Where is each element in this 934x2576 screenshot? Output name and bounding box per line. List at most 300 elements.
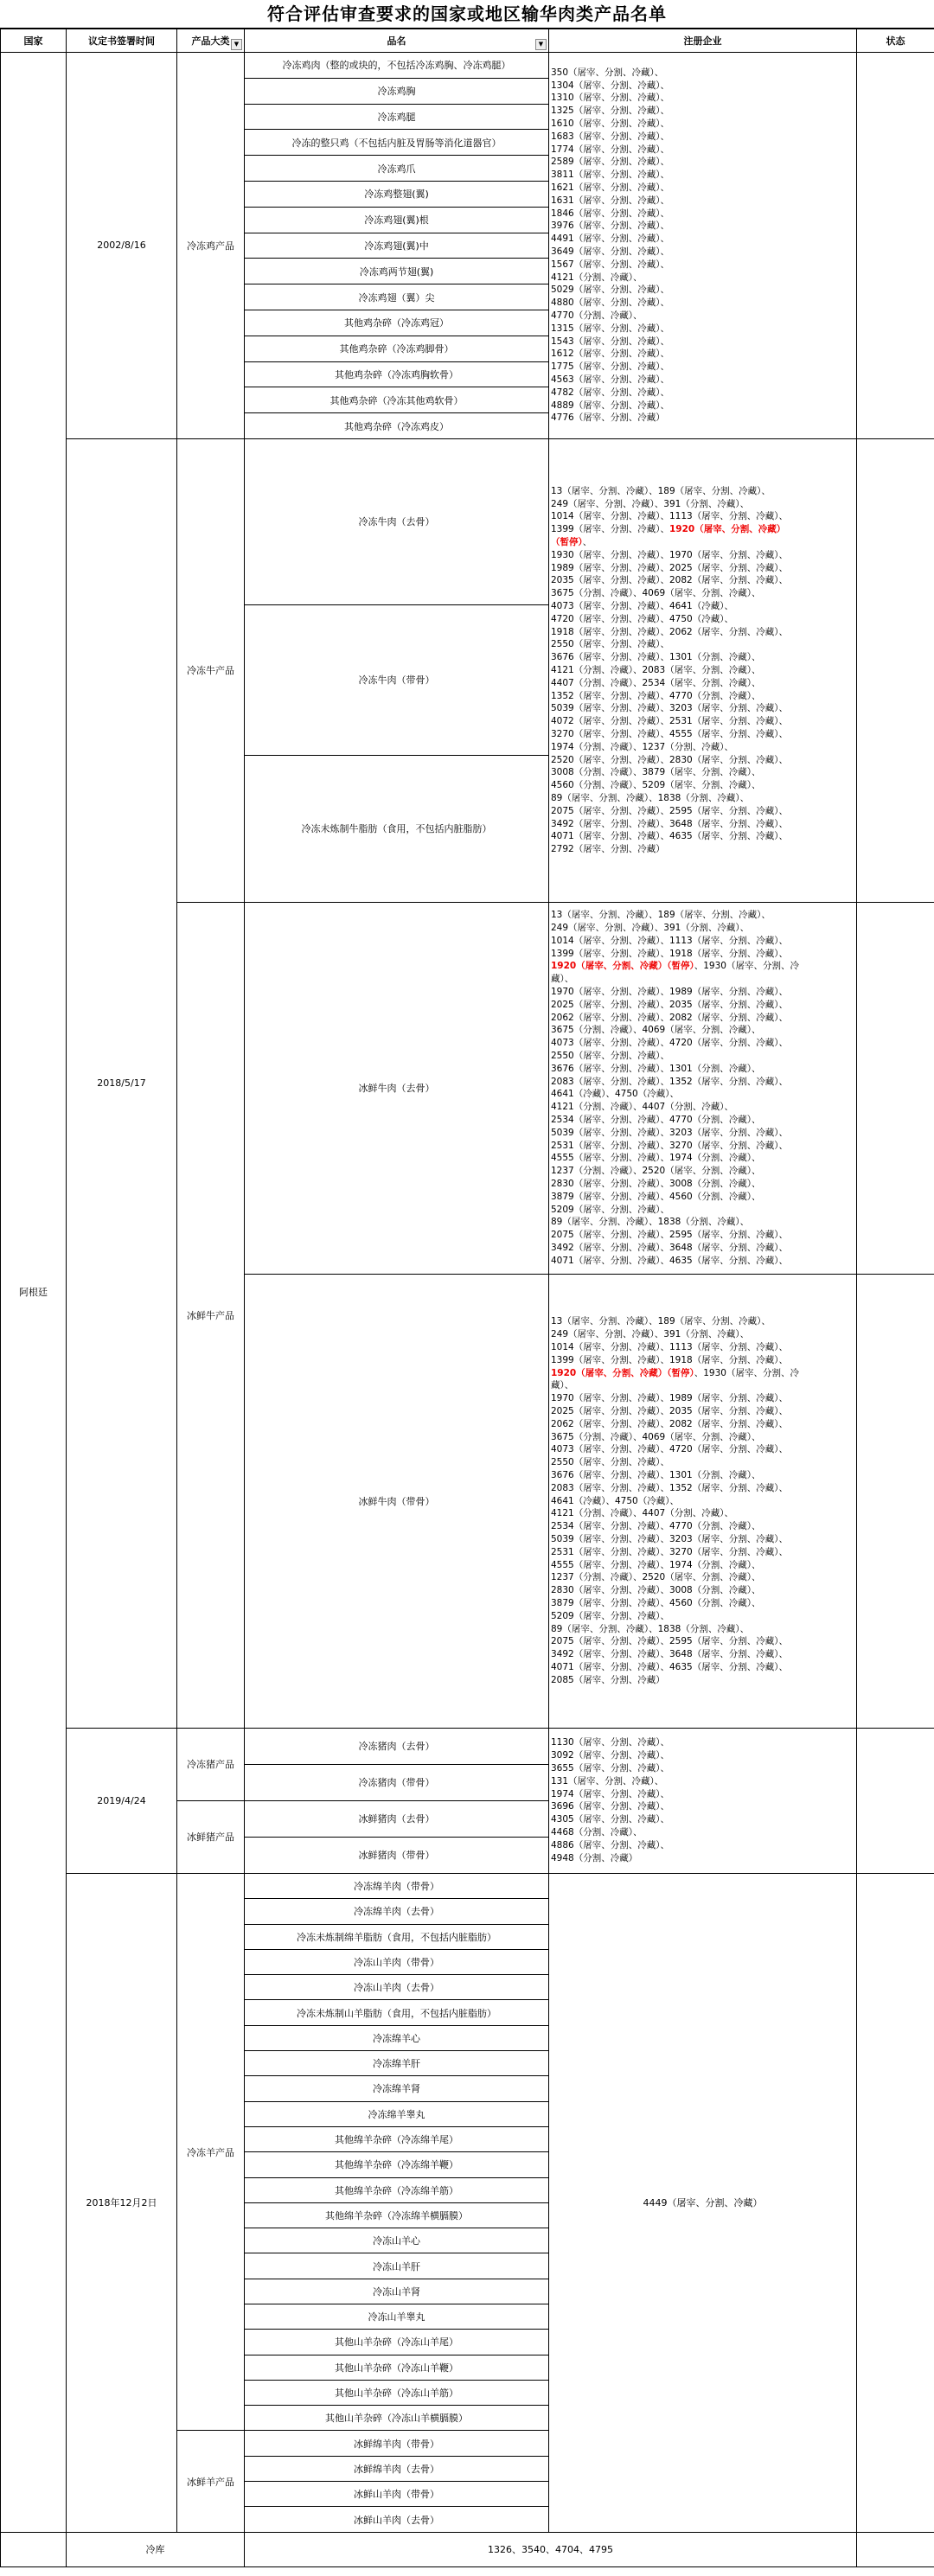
enterprise-line [551,973,854,986]
country-cell: 阿根廷 [1,53,67,2533]
enterprise-line [551,638,854,651]
enterprise-text: 4555（屠宰、分割、冷藏）、1974（分割、冷藏）、 [551,1559,761,1570]
enterprise-text: 3492（屠宰、分割、冷藏）、3648（屠宰、分割、冷藏）、 [551,1649,788,1660]
enterprise-text: 2534（屠宰、分割、冷藏）、4770（分割、冷藏）、 [551,1521,761,1532]
enterprise-line: 1543（屠宰、分割、冷藏）、 [551,336,669,347]
enterprise-line: 3976（屠宰、分割、冷藏）、 [551,221,669,232]
enterprise-line [551,690,854,703]
product-name: 冷冻山羊肝 [245,2253,549,2279]
enterprise-line [551,574,854,587]
enterprise-line [551,1623,854,1636]
enterprise-text: 13（屠宰、分割、冷藏）、189（屠宰、分割、冷藏）、 [551,910,771,921]
enterprise-line: 1315（屠宰、分割、冷藏）、 [551,323,669,334]
enterprise-line [551,613,854,626]
enterprise-line: 1774（屠宰、分割、冷藏）、 [551,144,669,155]
enterprise-line: 4770（分割、冷藏）、 [551,310,643,321]
enterprise-text: 4071（屠宰、分割、冷藏）、4635（屠宰、分割、冷藏）、 [551,1661,788,1672]
product-name: 其他山羊杂碎（冷冻山羊鞭） [245,2355,549,2380]
cold-storage-label: 冷库 [67,2532,245,2566]
category-cell: 冰鲜猪产品 [177,1800,245,1873]
enterprise-line [551,1392,854,1405]
product-name: 冷冻鸡翅(翼)根 [245,207,549,233]
enterprise-line: 4305（屠宰、分割、冷藏）、 [551,1814,669,1825]
enterprise-text: 3879（屠宰、分割、冷藏）、4560（分割、冷藏）、 [551,1191,761,1202]
enterprise-line [551,1456,854,1469]
status-cell [857,2532,934,2566]
enterprise-text: 1970（屠宰、分割、冷藏）、1989（屠宰、分割、冷藏）、 [551,987,788,998]
enterprise-text: 藏）、 [551,1380,574,1391]
enterprise-text: 2075（屠宰、分割、冷藏）、2595（屠宰、分割、冷藏）、 [551,1636,788,1647]
country-blank-cell [1,2532,67,2566]
product-name: 冷冻猪肉（去骨） [245,1728,549,1764]
product-name: 冷冻牛肉（带骨） [245,604,549,755]
enterprise-text: 、 [582,537,592,548]
category-cell: 冷冻牛产品 [177,438,245,902]
enterprise-text: 2025（屠宰、分割、冷藏）、2035（屠宰、分割、冷藏）、 [551,1405,788,1416]
enterprise-line [551,1431,854,1444]
enterprise-cell [549,53,857,439]
product-name: 冷冻绵羊心 [245,2025,549,2050]
enterprise-text: 2830（屠宰、分割、冷藏）、3008（分割、冷藏）、 [551,1179,761,1190]
product-name: 冷冻鸡肉（整的或块的，不包括冷冻鸡胸、冷冻鸡腿） [245,53,549,79]
table-row [1,1873,934,1898]
dropdown-arrow-icon[interactable]: ▼ [535,39,547,50]
enterprise-line [551,986,854,999]
product-name: 冷冻鸡翅（翼）尖 [245,284,549,310]
enterprise-line [551,766,854,779]
enterprise-line [551,1127,854,1140]
enterprise-line [551,1469,854,1482]
enterprise-line: 4491（屠宰、分割、冷藏）、 [551,233,669,245]
enterprise-line [551,1114,854,1127]
enterprise-text: 249（屠宰、分割、冷藏）、391（分割、冷藏）、 [551,498,750,509]
enterprise-line [551,830,854,843]
enterprise-line [551,1088,854,1101]
product-name: 冰鲜牛肉（带骨） [245,1274,549,1728]
enterprise-line: 4948（分割、冷藏） [551,1852,638,1863]
enterprise-line [551,1165,854,1178]
enterprise-text: 2025（屠宰、分割、冷藏）、2035（屠宰、分割、冷藏）、 [551,999,788,1010]
enterprise-line [551,1178,854,1191]
enterprise-text: 5209（屠宰、分割、冷藏）、 [551,1204,669,1215]
enterprise-line: 5029（屠宰、分割、冷藏）、 [551,284,669,296]
enterprise-text: 1970（屠宰、分割、冷藏）、1989（屠宰、分割、冷藏）、 [551,1393,788,1404]
enterprise-text: 4720（屠宰、分割、冷藏）、4750（冷藏）、 [551,613,733,624]
enterprise-line [551,1204,854,1217]
enterprise-line [551,715,854,728]
enterprise-text: 89（屠宰、分割、冷藏）、1838（分割、冷藏）、 [551,1623,750,1634]
product-name: 冰鲜猪肉（去骨） [245,1800,549,1837]
category-cell: 冷冻鸡产品 [177,53,245,439]
enterprise-line [551,1482,854,1495]
product-name: 冷冻鸡胸 [245,78,549,104]
enterprise-line [551,935,854,948]
enterprise-text: 3492（屠宰、分割、冷藏）、3648（屠宰、分割、冷藏）、 [551,818,788,829]
suspended-enterprise: 1920（屠宰、分割、冷藏）（暂停） [551,961,694,972]
enterprise-text: 3675（分割、冷藏）、4069（屠宰、分割、冷藏）、 [551,1025,761,1036]
enterprise-text: 1014（屠宰、分割、冷藏）、1113（屠宰、分割、冷藏）、 [551,935,788,946]
status-cell [857,53,934,439]
enterprise-line [551,1443,854,1456]
enterprise-text: 1014（屠宰、分割、冷藏）、1113（屠宰、分割、冷藏）、 [551,1341,788,1352]
table-row [1,1728,934,1764]
enterprise-text: 249（屠宰、分割、冷藏）、391（分割、冷藏）、 [551,923,750,934]
enterprise-line [551,626,854,639]
enterprise-line [551,1012,854,1025]
suspended-enterprise: 1920（屠宰、分割、冷藏）（暂停） [551,1367,694,1378]
product-name: 冷冻绵羊睾丸 [245,2101,549,2126]
enterprise-cell: 4449（屠宰、分割、冷藏） [549,1873,857,2532]
enterprise-text: 1014（屠宰、分割、冷藏）、1113（屠宰、分割、冷藏）、 [551,511,788,522]
product-name: 冷冻鸡翅(翼)中 [245,233,549,259]
enterprise-line [551,1533,854,1546]
enterprise-line [551,741,854,754]
enterprise-text: 1237（分割、冷藏）、2520（屠宰、分割、冷藏）、 [551,1166,761,1177]
enterprise-line [551,1418,854,1431]
enterprise-line: 1310（屠宰、分割、冷藏）、 [551,93,669,104]
product-name: 其他鸡杂碎（冷冻鸡胸软骨） [245,361,549,387]
enterprise-text: 5039（屠宰、分割、冷藏）、3203（屠宰、分割、冷藏）、 [551,703,788,714]
enterprise-text: 4073（屠宰、分割、冷藏）、4720（屠宰、分割、冷藏）、 [551,1444,788,1455]
enterprise-text: 2083（屠宰、分割、冷藏）、1352（屠宰、分割、冷藏）、 [551,1076,788,1087]
enterprise-line [551,1024,854,1037]
enterprise-line [551,1229,854,1242]
enterprise-text: 4641（冷藏）、4750（冷藏）、 [551,1495,679,1506]
enterprise-line [551,1101,854,1114]
product-name: 其他鸡杂碎（冷冻鸡冠） [245,310,549,336]
category-cell: 冰鲜牛产品 [177,902,245,1728]
enterprise-line [551,1635,854,1648]
enterprise-text: 13（屠宰、分割、冷藏）、189（屠宰、分割、冷藏）、 [551,1316,771,1327]
enterprise-text: 3270（屠宰、分割、冷藏）、4555（屠宰、分割、冷藏）、 [551,729,788,740]
enterprise-text: 3676（屠宰、分割、冷藏）、1301（分割、冷藏）、 [551,1469,761,1480]
enterprise-cell [549,1728,857,1873]
enterprise-text: 、1930（屠宰、分割、冷 [694,1367,799,1378]
enterprise-line [551,651,854,664]
category-cell: 冷冻猪产品 [177,1728,245,1800]
enterprise-line: 350（屠宰、分割、冷藏）、 [551,67,664,78]
enterprise-line [551,1674,854,1687]
enterprise-line [551,562,854,575]
enterprise-line [551,922,854,935]
product-table [0,29,934,2567]
enterprise-text: 4407（分割、冷藏）、2534（屠宰、分割、冷藏）、 [551,677,761,688]
date-cell: 2018/5/17 [67,438,177,1728]
enterprise-text: 1974（分割、冷藏）、1237（分割、冷藏）、 [551,741,733,752]
enterprise-text: 2085（屠宰、分割、冷藏） [551,1674,665,1685]
enterprise-line: 3655（屠宰、分割、冷藏）、 [551,1763,669,1774]
product-name: 冷冻鸡整翅(翼) [245,181,549,207]
product-name: 冷冻绵羊肝 [245,2051,549,2076]
product-name: 冷冻鸡腿 [245,104,549,130]
enterprise-text: 1237（分割、冷藏）、2520（屠宰、分割、冷藏）、 [551,1572,761,1583]
enterprise-line [551,909,854,922]
product-name: 冷冻的整只鸡（不包括内脏及胃肠等消化道器官） [245,130,549,156]
status-cell [857,438,934,902]
enterprise-line [551,510,854,523]
product-name: 冷冻未炼制山羊脂肪（食用，不包括内脏脂肪） [245,2000,549,2025]
product-name: 冰鲜牛肉（去骨） [245,902,549,1274]
enterprise-cell [549,902,857,1274]
header-row [1,29,934,53]
product-name: 其他绵羊杂碎（冷冻绵羊鞭） [245,2152,549,2177]
cold-storage-enterprises: 1326、3540、4704、4795 [245,2532,857,2566]
enterprise-line [551,792,854,805]
table-row [1,2532,934,2566]
enterprise-line [551,498,854,511]
enterprise-text: 4555（屠宰、分割、冷藏）、1974（分割、冷藏）、 [551,1153,761,1164]
header-product[interactable]: 品名 ▼ [245,29,549,53]
table-row [1,438,934,604]
product-name: 冷冻山羊肉（带骨） [245,1949,549,1974]
header-category[interactable]: 产品大类 ▼ [177,29,245,53]
enterprise-text: 4121（分割、冷藏）、4407（分割、冷藏）、 [551,1508,733,1519]
enterprise-line [551,1037,854,1050]
suspended-enterprise: 1920（屠宰、分割、冷藏） [669,524,786,535]
enterprise-line [551,728,854,741]
product-name: 其他鸡杂碎（冷冻其他鸡软骨） [245,387,549,413]
header-enterprise: 注册企业 [549,29,857,53]
enterprise-line [551,779,854,792]
product-name: 冷冻山羊心 [245,2228,549,2253]
enterprise-text: 2062（屠宰、分割、冷藏）、2082（屠宰、分割、冷藏）、 [551,1012,788,1023]
enterprise-line: 1683（屠宰、分割、冷藏）、 [551,131,669,142]
header-date: 议定书签署时间 [67,29,177,53]
enterprise-line: 2589（屠宰、分割、冷藏）、 [551,157,669,168]
enterprise-text: 4641（冷藏）、4750（冷藏）、 [551,1089,679,1100]
enterprise-line [551,1520,854,1533]
enterprise-text: 249（屠宰、分割、冷藏）、391（分割、冷藏）、 [551,1329,750,1340]
product-name: 其他山羊杂碎（冷冻山羊尾） [245,2330,549,2355]
enterprise-line [551,677,854,690]
enterprise-line: 1846（屠宰、分割、冷藏）、 [551,208,669,219]
enterprise-cell [549,438,857,902]
enterprise-text: 2550（屠宰、分割、冷藏）、 [551,1051,669,1062]
product-name: 冷冻绵羊肉（带骨） [245,1873,549,1898]
status-cell [857,902,934,1274]
product-name: 冷冻山羊肾 [245,2279,549,2304]
enterprise-line: 1612（屠宰、分割、冷藏）、 [551,348,669,360]
enterprise-line: 1610（屠宰、分割、冷藏）、 [551,118,669,129]
enterprise-text: 2534（屠宰、分割、冷藏）、4770（分割、冷藏）、 [551,1115,761,1126]
date-cell: 2019/4/24 [67,1728,177,1873]
enterprise-text: 2531（屠宰、分割、冷藏）、3270（屠宰、分割、冷藏）、 [551,1140,788,1151]
suspended-enterprise: （暂停） [551,537,583,548]
enterprise-text: 4121（分割、冷藏）、4407（分割、冷藏）、 [551,1102,733,1113]
header-country: 国家 [1,29,67,53]
enterprise-text: 1399（屠宰、分割、冷藏）、 [551,524,669,535]
product-name: 其他绵羊杂碎（冷冻绵羊筋） [245,2177,549,2202]
product-name: 冰鲜山羊肉（带骨） [245,2482,549,2507]
enterprise-line [551,805,854,818]
enterprise-text: 2550（屠宰、分割、冷藏）、 [551,1457,669,1468]
enterprise-text: 、1930（屠宰、分割、冷 [694,961,799,972]
header-status: 状态 [857,29,934,53]
enterprise-text: 2075（屠宰、分割、冷藏）、2595（屠宰、分割、冷藏）、 [551,805,788,816]
enterprise-line: 1567（屠宰、分割、冷藏）、 [551,259,669,270]
enterprise-line [551,1610,854,1623]
enterprise-text: 4073（屠宰、分割、冷藏）、4641（冷藏）、 [551,601,733,612]
enterprise-text: 3676（屠宰、分割、冷藏）、1301（分割、冷藏）、 [551,1063,761,1074]
product-name: 冷冻山羊睾丸 [245,2304,549,2330]
enterprise-text: 4121（分割、冷藏）、2083（屠宰、分割、冷藏）、 [551,665,761,676]
enterprise-text: 2075（屠宰、分割、冷藏）、2595（屠宰、分割、冷藏）、 [551,1230,788,1241]
dropdown-arrow-icon[interactable]: ▼ [231,39,242,50]
enterprise-line: 1325（屠宰、分割、冷藏）、 [551,105,669,117]
enterprise-line: 4880（屠宰、分割、冷藏）、 [551,297,669,309]
enterprise-text: 4073（屠宰、分割、冷藏）、4720（屠宰、分割、冷藏）、 [551,1038,788,1049]
enterprise-text: 2035（屠宰、分割、冷藏）、2082（屠宰、分割、冷藏）、 [551,575,788,586]
enterprise-line [551,1242,854,1255]
enterprise-line [551,1328,854,1341]
enterprise-text: 3879（屠宰、分割、冷藏）、4560（分割、冷藏）、 [551,1597,761,1608]
enterprise-line [551,1559,854,1572]
enterprise-line [551,1354,854,1367]
enterprise-line: 1974（屠宰、分割、冷藏）、 [551,1788,669,1799]
enterprise-line [551,1661,854,1674]
product-name: 冷冻猪肉（带骨） [245,1764,549,1800]
enterprise-text: 2550（屠宰、分割、冷藏）、 [551,639,669,650]
product-name: 其他鸡杂碎（冷冻鸡脚骨） [245,336,549,361]
enterprise-text: 4072（屠宰、分割、冷藏）、2531（屠宰、分割、冷藏）、 [551,716,788,727]
enterprise-text: 4071（屠宰、分割、冷藏）、4635（屠宰、分割、冷藏）、 [551,831,788,842]
category-cell: 冰鲜羊产品 [177,2431,245,2532]
enterprise-line [551,999,854,1012]
enterprise-line [551,1584,854,1597]
enterprise-line [551,1571,854,1584]
product-name: 其他山羊杂碎（冷冻山羊横膈膜） [245,2406,549,2431]
enterprise-text: 3675（分割、冷藏）、4069（屠宰、分割、冷藏）、 [551,588,761,599]
enterprise-line [551,549,854,562]
status-cell [857,1873,934,2532]
enterprise-text: 3676（屠宰、分割、冷藏）、1301（分割、冷藏）、 [551,652,761,663]
enterprise-line [551,600,854,613]
status-cell [857,1728,934,1873]
enterprise-line [551,1152,854,1165]
product-name: 冷冻未炼制牛脂肪（食用，不包括内脏脂肪） [245,755,549,902]
product-name: 冷冻绵羊肾 [245,2076,549,2101]
enterprise-line: 3811（屠宰、分割、冷藏）、 [551,169,669,181]
product-name: 其他绵羊杂碎（冷冻绵羊尾） [245,2126,549,2151]
enterprise-line: 3092（屠宰、分割、冷藏）、 [551,1750,669,1761]
enterprise-line [551,1063,854,1076]
category-cell: 冷冻羊产品 [177,1873,245,2431]
enterprise-line [551,1495,854,1508]
enterprise-line [551,1367,854,1380]
enterprise-line: 4121（分割、冷藏）、 [551,272,643,283]
enterprise-text: 89（屠宰、分割、冷藏）、1838（分割、冷藏）、 [551,793,750,804]
product-name: 冷冻山羊肉（去骨） [245,1975,549,2000]
enterprise-line: 1304（屠宰、分割、冷藏）、 [551,80,669,91]
enterprise-line: 4468（分割、冷藏）、 [551,1827,643,1838]
enterprise-line: 1775（屠宰、分割、冷藏）、 [551,361,669,373]
enterprise-line [551,843,854,856]
date-cell: 2002/8/16 [67,53,177,439]
enterprise-line: 1130（屠宰、分割、冷藏）、 [551,1737,669,1748]
enterprise-text: 3675（分割、冷藏）、4069（屠宰、分割、冷藏）、 [551,1431,761,1442]
enterprise-text: 2062（屠宰、分割、冷藏）、2082（屠宰、分割、冷藏）、 [551,1418,788,1429]
enterprise-text: 5039（屠宰、分割、冷藏）、3203（屠宰、分割、冷藏）、 [551,1127,788,1138]
table-row [1,53,934,79]
page-title: 符合评估审查要求的国家或地区输华肉类产品名单 [0,0,934,29]
enterprise-text: 1918（屠宰、分割、冷藏）、2062（屠宰、分割、冷藏）、 [551,626,788,637]
enterprise-line: 4782（屠宰、分割、冷藏）、 [551,387,669,398]
enterprise-line [551,1597,854,1610]
enterprise-line: 1631（屠宰、分割、冷藏）、 [551,195,669,206]
product-name: 冰鲜绵羊肉（去骨） [245,2456,549,2481]
enterprise-text: 13（屠宰、分割、冷藏）、189（屠宰、分割、冷藏）、 [551,485,771,496]
enterprise-line [551,1507,854,1520]
enterprise-text: 89（屠宰、分割、冷藏）、1838（分割、冷藏）、 [551,1217,750,1228]
enterprise-line [551,960,854,973]
product-name: 冷冻鸡爪 [245,156,549,182]
enterprise-line [551,664,854,677]
enterprise-line: 3696（屠宰、分割、冷藏）、 [551,1801,669,1812]
enterprise-line [551,1341,854,1354]
enterprise-line: 4776（屠宰、分割、冷藏） [551,412,665,424]
enterprise-line [551,523,854,536]
enterprise-line [551,1379,854,1392]
enterprise-text: 1930（屠宰、分割、冷藏）、1970（屠宰、分割、冷藏）、 [551,549,788,560]
enterprise-text: 4560（分割、冷藏）、5209（屠宰、分割、冷藏）、 [551,780,761,791]
enterprise-line [551,818,854,831]
enterprise-line [551,1648,854,1661]
enterprise-text: 5209（屠宰、分割、冷藏）、 [551,1610,669,1621]
enterprise-text: 2520（屠宰、分割、冷藏）、2830（屠宰、分割、冷藏）、 [551,754,788,765]
enterprise-line [551,536,854,549]
enterprise-text: 4071（屠宰、分割、冷藏）、4635（屠宰、分割、冷藏）、 [551,1255,788,1266]
enterprise-text: 藏）、 [551,974,574,985]
enterprise-line [551,485,854,498]
product-name: 其他鸡杂碎（冷冻鸡皮） [245,413,549,439]
enterprise-line [551,1191,854,1204]
enterprise-line: 1621（屠宰、分割、冷藏）、 [551,182,669,193]
enterprise-line [551,587,854,600]
product-name: 冷冻鸡两节翅(翼) [245,259,549,284]
enterprise-text: 3492（屠宰、分割、冷藏）、3648（屠宰、分割、冷藏）、 [551,1243,788,1254]
enterprise-line [551,1076,854,1089]
enterprise-line [551,1216,854,1229]
enterprise-cell [549,1274,857,1728]
enterprise-line: 131（屠宰、分割、冷藏）、 [551,1775,664,1787]
date-cell: 2018年12月2日 [67,1873,177,2532]
enterprise-text: 1352（屠宰、分割、冷藏）、4770（分割、冷藏）、 [551,690,761,701]
product-name: 其他山羊杂碎（冷冻山羊筋） [245,2380,549,2405]
enterprise-line [551,1050,854,1063]
enterprise-line [551,1405,854,1418]
enterprise-text: 3008（分割、冷藏）、3879（屠宰、分割、冷藏）、 [551,767,761,778]
enterprise-line [551,948,854,961]
product-name: 其他绵羊杂碎（冷冻绵羊横膈膜） [245,2202,549,2228]
enterprise-text: 2531（屠宰、分割、冷藏）、3270（屠宰、分割、冷藏）、 [551,1546,788,1557]
product-name: 冰鲜山羊肉（去骨） [245,2507,549,2532]
enterprise-text: 1399（屠宰、分割、冷藏）、1918（屠宰、分割、冷藏）、 [551,1354,788,1365]
enterprise-line [551,754,854,767]
enterprise-line: 4886（屠宰、分割、冷藏）、 [551,1839,669,1851]
product-name: 冰鲜猪肉（带骨） [245,1837,549,1873]
enterprise-text: 2083（屠宰、分割、冷藏）、1352（屠宰、分割、冷藏）、 [551,1482,788,1493]
enterprise-text: 5039（屠宰、分割、冷藏）、3203（屠宰、分割、冷藏）、 [551,1533,788,1544]
product-name: 冷冻牛肉（去骨） [245,438,549,604]
enterprise-line [551,1140,854,1153]
status-cell [857,1274,934,1728]
enterprise-text: 2792（屠宰、分割、冷藏） [551,844,665,855]
enterprise-line [551,1315,854,1328]
enterprise-line [551,1255,854,1268]
product-name: 冰鲜绵羊肉（带骨） [245,2431,549,2456]
enterprise-line [551,1546,854,1559]
product-name: 冷冻未炼制绵羊脂肪（食用，不包括内脏脂肪） [245,1924,549,1949]
